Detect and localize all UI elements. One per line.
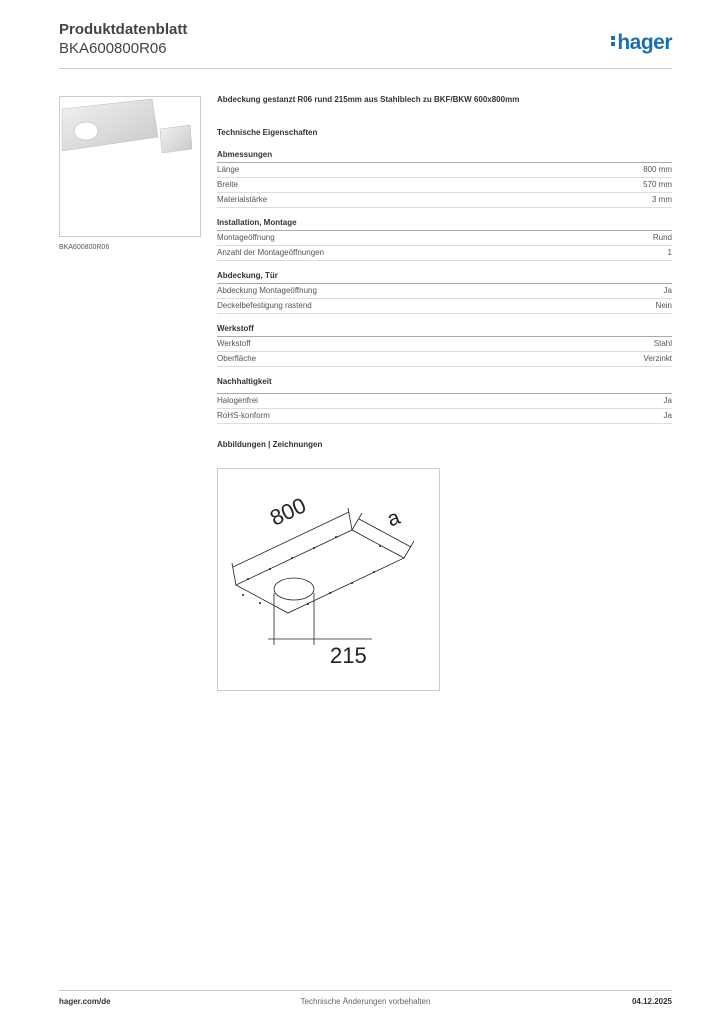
property-row	[217, 193, 672, 208]
property-label: Werkstoff	[217, 339, 251, 348]
property-row	[217, 231, 672, 246]
logo-dots-icon	[611, 34, 615, 48]
page-title: Produktdatenblatt	[59, 21, 188, 38]
property-row	[217, 409, 672, 424]
property-value: Ja	[663, 286, 672, 295]
property-row	[217, 394, 672, 409]
section-title: Werkstoff	[217, 324, 672, 337]
dimension-label-800: 800	[266, 492, 310, 531]
footer-date: 04.12.2025	[631, 997, 672, 1006]
property-row	[217, 299, 672, 314]
section-material	[217, 324, 672, 367]
logo-text: hager	[617, 31, 672, 54]
section-cover-door	[217, 271, 672, 314]
property-value: 800 mm	[643, 165, 672, 174]
property-row	[217, 163, 672, 178]
property-label: Materialstärke	[217, 195, 268, 204]
section-installation	[217, 218, 672, 261]
property-value: Ja	[663, 411, 672, 420]
property-label: Montageöffnung	[217, 233, 275, 242]
page-header	[59, 21, 672, 69]
property-row	[217, 337, 672, 352]
section-title: Nachhaltigkeit	[217, 377, 272, 386]
section-title: Installation, Montage	[217, 218, 672, 231]
property-value: 1	[667, 248, 672, 257]
footer-note: Technische Änderungen vorbehalten	[300, 997, 431, 1006]
tech-properties-title: Technische Eigenschaften	[217, 128, 318, 137]
property-label: Oberfläche	[217, 354, 257, 363]
property-row	[217, 178, 672, 193]
property-value: 570 mm	[643, 180, 672, 189]
drawings-title: Abbildungen | Zeichnungen	[217, 440, 323, 449]
property-row	[217, 246, 672, 261]
property-row	[217, 352, 672, 367]
header-divider	[59, 68, 672, 69]
dimension-label-215: 215	[330, 643, 367, 668]
property-value: 3 mm	[652, 195, 672, 204]
property-label: RoHS-konform	[217, 411, 270, 420]
product-number: BKA600800R06	[59, 40, 167, 57]
product-image-label: BKA600800R06	[59, 244, 110, 251]
technical-drawing	[217, 468, 440, 691]
property-value: Verzinkt	[643, 354, 672, 363]
section-title: Abmessungen	[217, 150, 672, 163]
section-dimensions	[217, 150, 672, 208]
product-photo-icon	[60, 97, 200, 236]
footer-divider	[59, 990, 672, 991]
hager-logo	[611, 31, 672, 55]
property-value: Nein	[655, 301, 672, 310]
property-label: Anzahl der Montageöffnungen	[217, 248, 325, 257]
property-label: Deckelbefestigung rastend	[217, 301, 312, 310]
property-label: Halogenfrei	[217, 396, 258, 405]
dimension-drawing-icon	[218, 469, 439, 690]
property-value: Stahl	[653, 339, 672, 348]
section-title: Abdeckung, Tür	[217, 271, 672, 284]
product-description: Abdeckung gestanzt R06 rund 215mm aus Stahlblech zu BKF/BKW 600x800mm	[217, 95, 520, 104]
property-value: Ja	[663, 396, 672, 405]
property-label: Länge	[217, 165, 240, 174]
property-value: Rund	[652, 233, 672, 242]
product-image	[59, 96, 201, 237]
main-content	[217, 95, 672, 462]
section-sustainability	[217, 377, 672, 424]
property-row	[217, 284, 672, 299]
footer-website-link[interactable]: hager.com/de	[59, 997, 111, 1006]
property-label: Abdeckung Montageöffnung	[217, 286, 317, 295]
property-label: Breite	[217, 180, 238, 189]
dimension-label-a: a	[384, 505, 404, 532]
